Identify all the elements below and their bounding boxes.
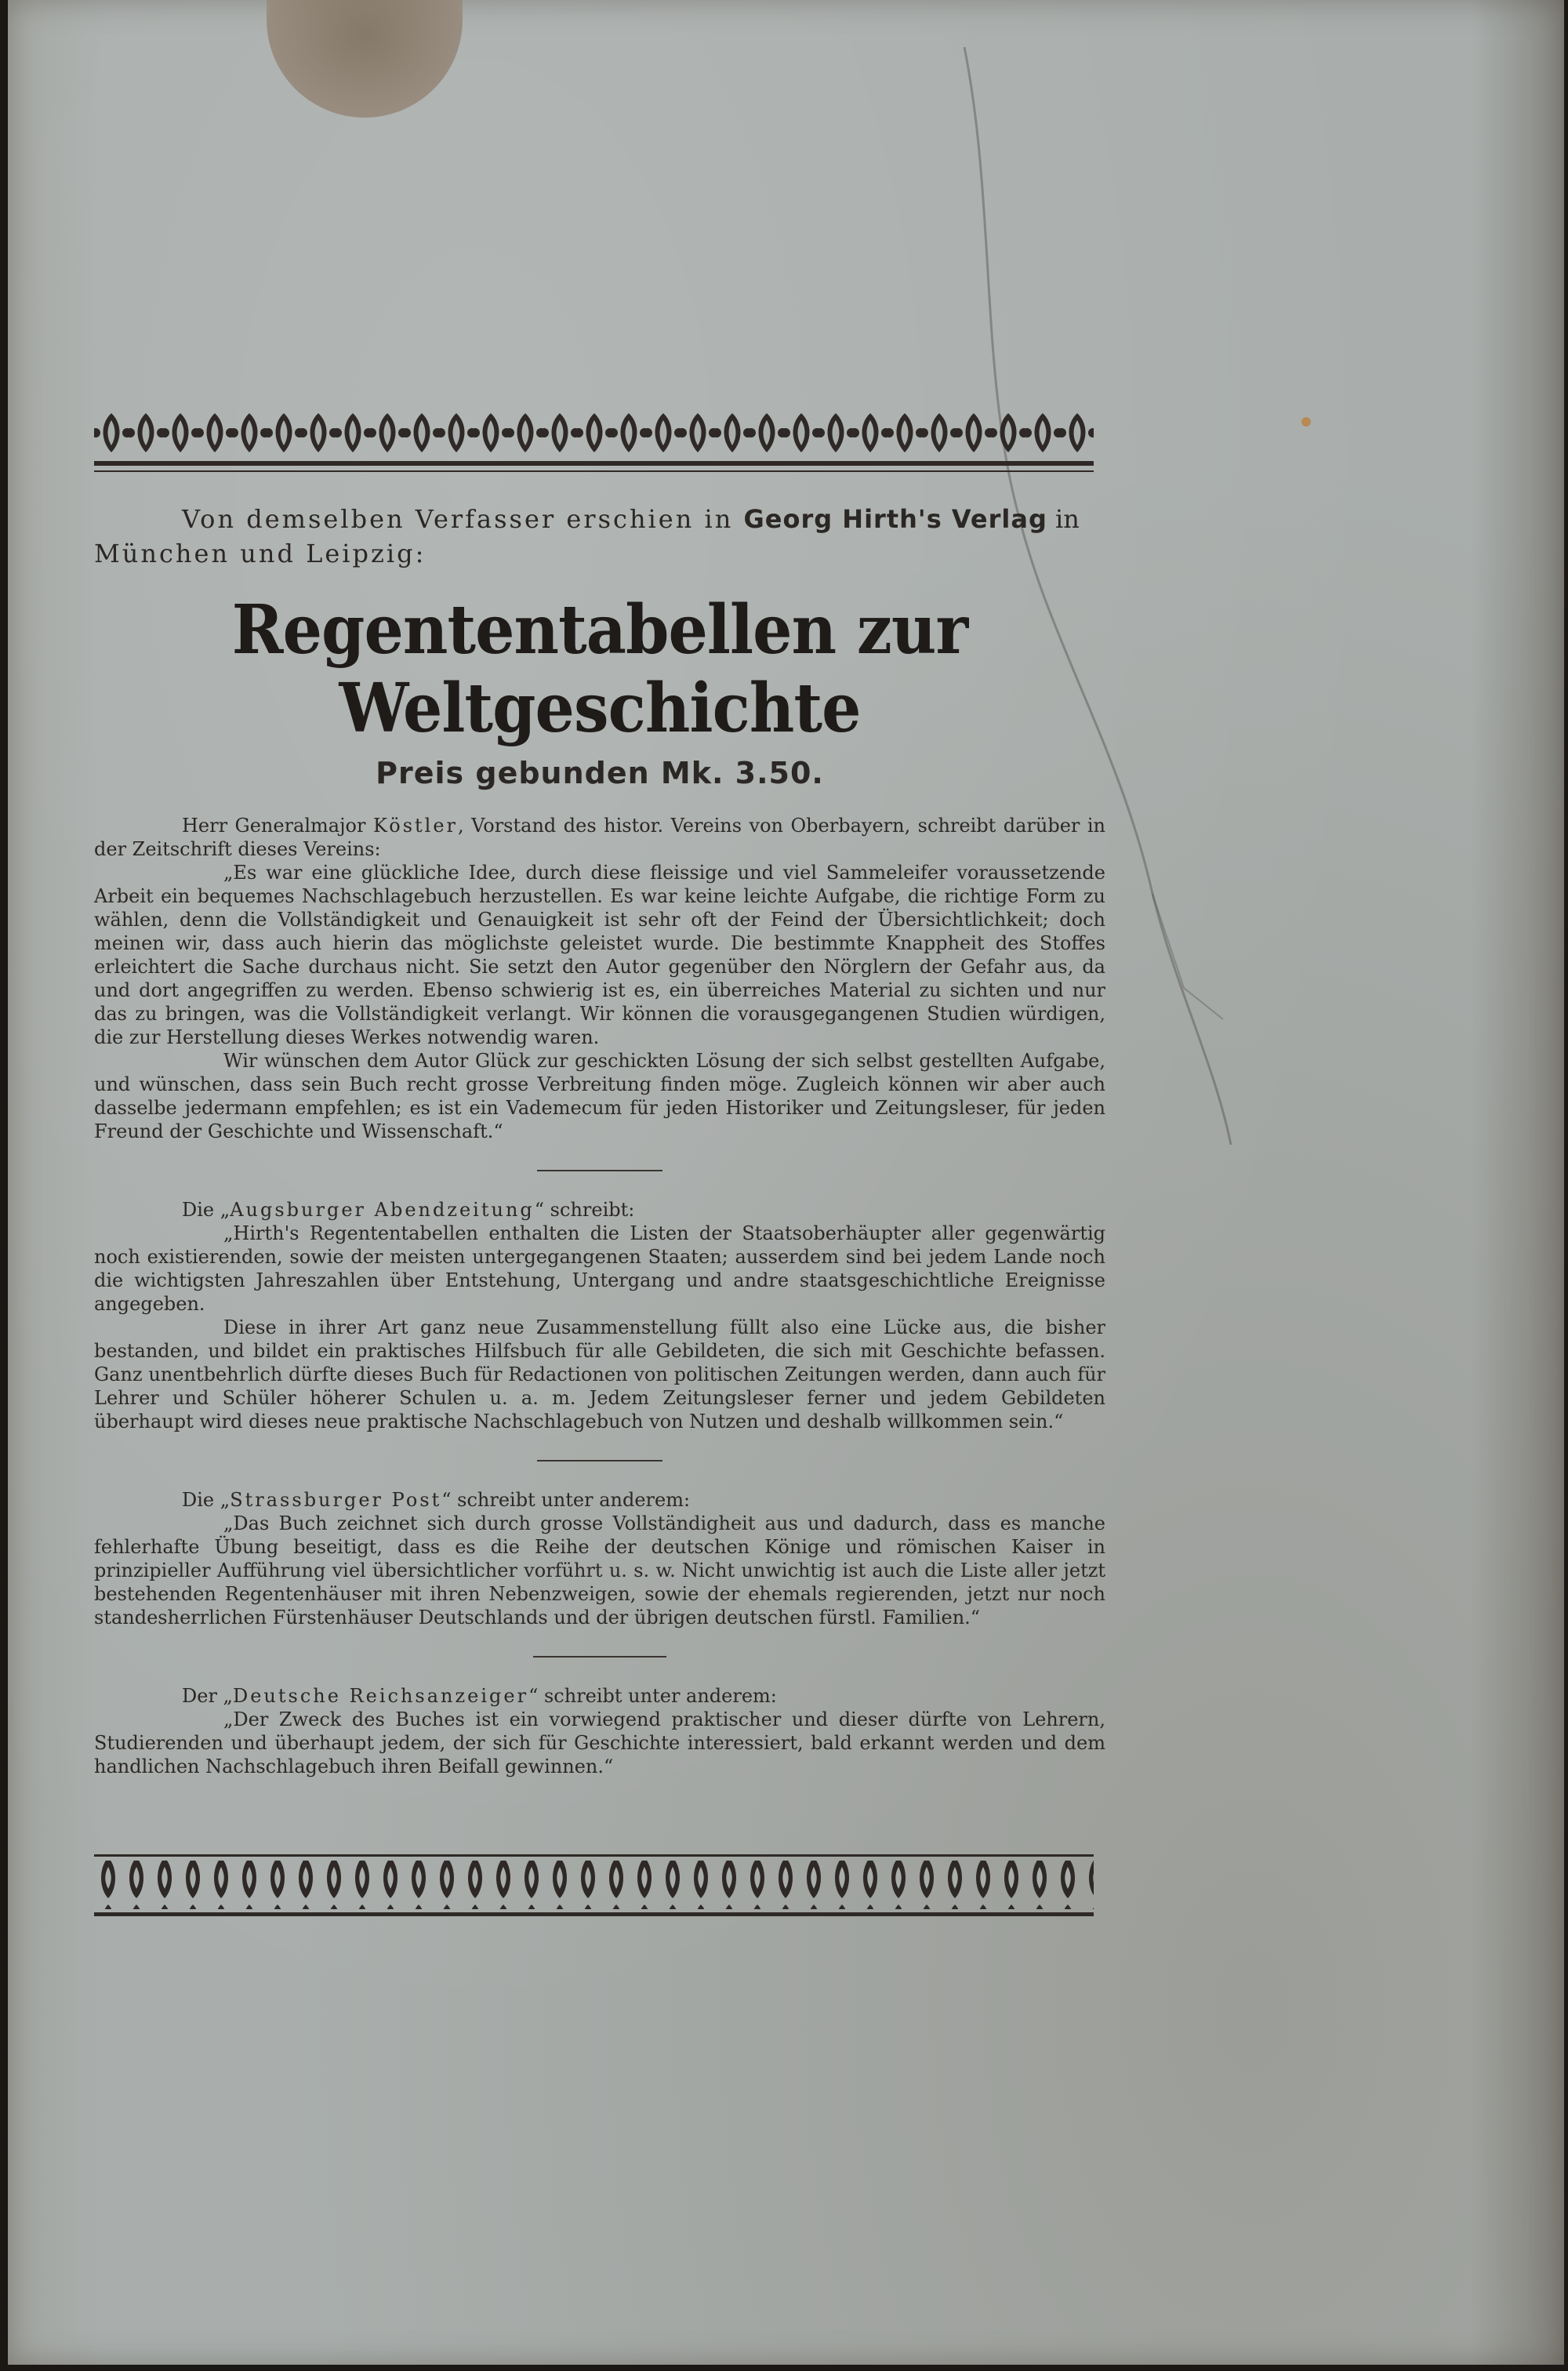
price-line: Preis gebunden Mk. 3.50.	[376, 756, 824, 790]
review-paragraph: Wir wünschen dem Autor Glück zur geschickten Lösung der sich selbst gestellten Aufgabe, und wünschen, dass sein Buch recht grosse Verbreitung finden möge. Zugleich können wir aber auch dasselbe jedermann empfehlen; es ist ein Vademecum für jeden Historiker und Zeitungsleser, für jeden Freund der Geschichte und Wissenschaft.“	[94, 1050, 1105, 1142]
review-paragraph: „Das Buch zeichnet sich durch grosse Vollständigheit aus und dadurch, dass es manche fehlerhafte Übung beseitigt, dass es die Reihe der deutschen Könige und römischen Kaiser in prinzipieller Aufführung viel übersichtlicher vorführt u. s. w. Nicht unwichtig ist auch die Liste aller jetzt bestehenden Regentenhäuser mit ihren Nebenzweigen, sowie der ehemals regierenden, jetzt nur noch standesherrlichen Fürstenhäuser Deutschlands und der übrigen deutschen fürstl. Familien.“	[94, 1512, 1105, 1628]
intro-text-before: Von demselben Verfasser erschien in	[182, 504, 744, 534]
advertisement-content	[94, 502, 1105, 1778]
section-divider	[537, 1460, 662, 1461]
ink-spot	[1301, 417, 1311, 427]
intro-place: München und Leipzig:	[94, 539, 426, 568]
review-source: Augsburger Abendzeitung	[230, 1199, 535, 1221]
review-lead: Die „Augsburger Abendzeitung“ schreibt:	[182, 1199, 635, 1221]
ornament-border-top	[94, 409, 1094, 484]
reviewer-name: Köstler	[372, 815, 459, 837]
page	[8, 0, 1564, 2365]
intro-text-after: in	[1047, 504, 1080, 534]
ornament-border-bottom	[94, 1854, 1094, 1929]
review-paragraph: „Hirth's Regententabellen enthalten die Listen der Staatsoberhäupter aller gegenwärtig noch existierenden, sowie der meisten untergegangenen Staaten; ausserdem sind bei jedem Lande noch die wichtigsten Jahreszahlen über Entstehung, Untergang und andre staatsgeschichtliche Ereignisse angegeben.	[94, 1222, 1105, 1315]
section-divider	[537, 1170, 662, 1171]
review-paragraph: „Der Zweck des Buches ist ein vorwiegend praktischer und dieser dürfte von Lehrern, Studierenden und überhaupt jedem, der sich für Geschichte interessiert, bald erkannt werden und dem handlichen Nachschlagebuch ihren Beifall gewinnen.“	[94, 1708, 1105, 1777]
review-lead: Der „Deutsche Reichsanzeiger“ schreibt unter anderem:	[182, 1685, 777, 1707]
stain	[267, 0, 463, 118]
review-lead: Herr Generalmajor Köstler, Vorstand des histor. Vereins von Oberbayern, schreibt darüber in der Zeitschrift dieses Vereins:	[94, 815, 1105, 860]
review-paragraph: „Es war eine glückliche Idee, durch diese fleissige und viel Sammeleifer voraussetzende Arbeit ein bequemes Nachschlagebuch herzustellen. Es war keine leichte Aufgabe, die richtige Form zu wählen, denn die Vollständigkeit und Genauigkeit ist sehr oft der Feind der Übersichtlichkeit; doch meinen wir, dass auch hierin das möglichste geleistet wurde. Die bestimmte Knappheit des Stoffes erleichtert die Sache durchaus nicht. Sie setzt den Autor gegenüber den Nörglern der Gefahr aus, da und dort angegriffen zu werden. Ebenso schwierig ist es, ein überreiches Material zu sichten und nur das zu bringen, was die Vollständigkeit verlangt. Wir können die vorausgegangenen Studien würdigen, die zur Herstellung dieses Werkes notwendig waren.	[94, 862, 1105, 1048]
review-strassburger	[94, 1488, 1105, 1629]
intro-line	[94, 502, 1105, 571]
review-source: Deutsche Reichsanzeiger	[232, 1685, 529, 1707]
review-reichsanzeiger	[94, 1684, 1105, 1778]
review-source: Strassburger Post	[230, 1489, 442, 1511]
publisher-name: Georg Hirth's Verlag	[743, 504, 1047, 534]
review-augsburger	[94, 1198, 1105, 1433]
book-title: Regententabellen zur Weltgeschichte	[231, 590, 968, 748]
review-lead: Die „Strassburger Post“ schreibt unter anderem:	[182, 1489, 691, 1511]
review-paragraph: Diese in ihrer Art ganz neue Zusammenstellung füllt also eine Lücke aus, die bisher bestanden, und bildet ein praktisches Hilfsbuch für alle Gebildeten, die sich mit Geschichte befassen. Ganz unentbehrlich dürfte dieses Buch für Redactionen von politischen Zeitungen werden, dann auch für Lehrer und Schüler höherer Schulen u. a. m. Jedem Zeitungsleser ferner und jedem Gebildeten überhaupt wird dieses neue praktische Nachschlagebuch von Nutzen und deshalb willkommen sein.“	[94, 1316, 1105, 1432]
review-koestler	[94, 814, 1105, 1143]
section-divider	[533, 1656, 666, 1658]
